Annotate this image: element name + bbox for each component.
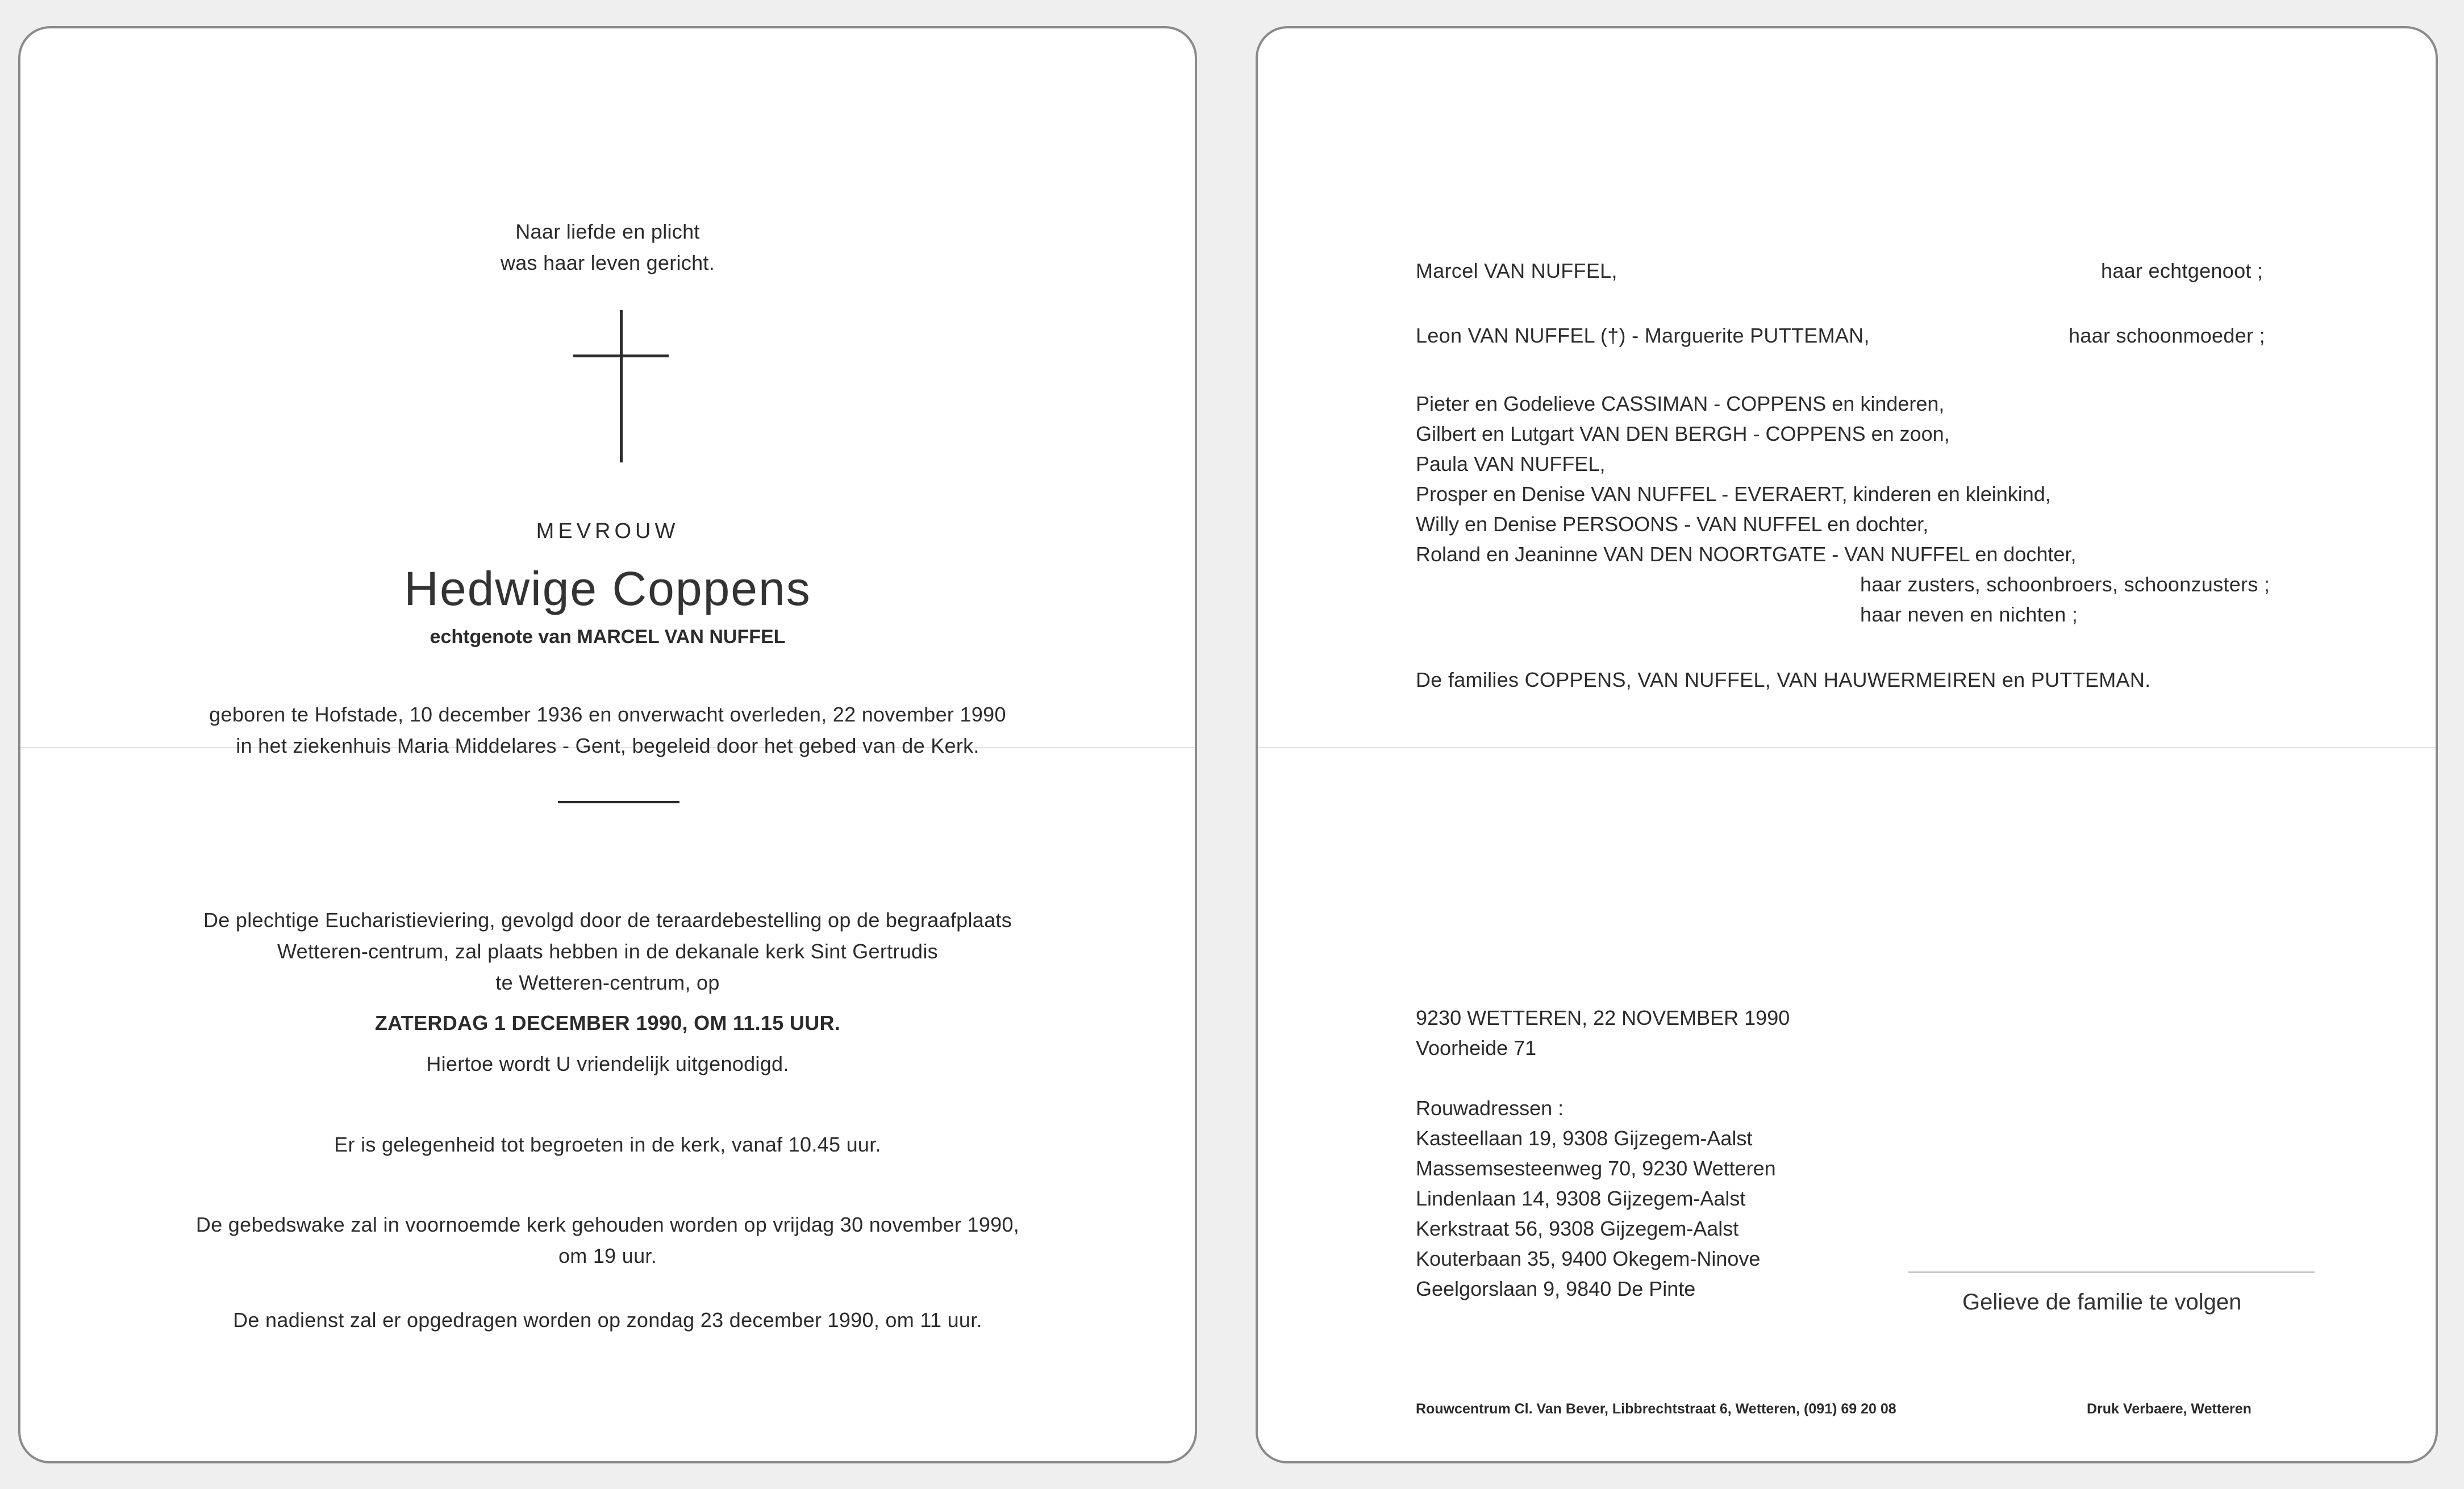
ceremony-line-1: De plechtige Eucharistieviering, gevolgd door de teraardebestelling op de begraafplaats bbox=[203, 908, 1012, 932]
mother-in-law-relation: haar schoonmoeder ; bbox=[2069, 324, 2265, 347]
deceased-name: Hedwige Coppens bbox=[404, 562, 811, 615]
list-item: Roland en Jeaninne VAN DEN NOORTGATE - VAN NUFFEL en dochter, bbox=[1416, 543, 2077, 566]
ceremony-date: ZATERDAG 1 DECEMBER 1990, OM 11.15 UUR. bbox=[374, 1011, 841, 1035]
home-address bbox=[1416, 1003, 1790, 1063]
invitation: Hiertoe wordt U vriendelijk uitgenodigd. bbox=[426, 1052, 789, 1075]
list-item: Kouterbaan 35, 9400 Okegem-Ninove bbox=[1416, 1247, 1761, 1270]
mourning-addresses bbox=[1416, 1093, 1776, 1304]
list-item: Willy en Denise PERSOONS - VAN NUFFEL en dochter, bbox=[1416, 512, 1929, 536]
motto-line-1: Naar liefde en plicht bbox=[515, 220, 700, 243]
addresses-title: Rouwadressen : bbox=[1416, 1096, 1564, 1120]
stamp-line bbox=[1908, 1271, 2315, 1273]
street: Voorheide 71 bbox=[1416, 1036, 1537, 1060]
cross-horizontal bbox=[573, 354, 669, 357]
siblings-relation: haar zusters, schoonbroers, schoonzusters ; bbox=[1860, 573, 2270, 596]
list-item: Gilbert en Lutgart VAN DEN BERGH - COPPENS en zoon, bbox=[1416, 422, 1950, 445]
vigil-line-2: om 19 uur. bbox=[558, 1244, 657, 1267]
husband-relation: haar echtgenoot ; bbox=[2101, 259, 2263, 282]
list-item: Massemsesteenweg 70, 9230 Wetteren bbox=[1416, 1157, 1776, 1180]
list-item: Paula VAN NUFFEL, bbox=[1416, 452, 1606, 476]
families-line: De families COPPENS, VAN NUFFEL, VAN HAUWERMEIREN en PUTTEMAN. bbox=[1416, 668, 2151, 691]
left-page bbox=[18, 26, 1197, 1463]
nephews-relation: haar neven en nichten ; bbox=[1860, 603, 2078, 626]
greeting-info: Er is gelegenheid tot begroeten in de kerk, vanaf 10.45 uur. bbox=[334, 1133, 881, 1156]
motto-line-2: was haar leven gericht. bbox=[500, 251, 715, 274]
place-date: 9230 WETTEREN, 22 NOVEMBER 1990 bbox=[1416, 1006, 1790, 1029]
mother-in-law-name: Leon VAN NUFFEL (†) - Marguerite PUTTEMAN, bbox=[1416, 324, 1870, 347]
vigil-line-1: De gebedswake zal in voornoemde kerk gehouden worden op vrijdag 30 november 1990, bbox=[195, 1213, 1020, 1236]
list-item: Kerkstraat 56, 9308 Gijzegem-Aalst bbox=[1416, 1217, 1739, 1240]
siblings-list bbox=[1416, 389, 2076, 569]
follow-note: Gelieve de familie te volgen bbox=[1962, 1290, 2242, 1315]
list-item: Kasteellaan 19, 9308 Gijzegem-Aalst bbox=[1416, 1127, 1753, 1150]
fold-line bbox=[1258, 747, 2436, 748]
motto bbox=[20, 216, 1195, 278]
list-item: Lindenlaan 14, 9308 Gijzegem-Aalst bbox=[1416, 1187, 1746, 1210]
divider bbox=[558, 801, 679, 803]
list-item: Prosper en Denise VAN NUFFEL - EVERAERT, kinderen en kleinkind, bbox=[1416, 482, 2051, 506]
list-item: Pieter en Godelieve CASSIMAN - COPPENS en kinderen, bbox=[1416, 392, 1945, 415]
birth-line-2: in het ziekenhuis Maria Middelares - Gent, begeleid door het gebed van de Kerk. bbox=[236, 734, 979, 757]
vigil-block bbox=[20, 1209, 1195, 1271]
ceremony-block bbox=[20, 904, 1195, 998]
footer-funeral-home: Rouwcentrum Cl. Van Bever, Libbrechtstraat 6, Wetteren, (091) 69 20 08 bbox=[1416, 1401, 1896, 1417]
ceremony-line-2: Wetteren-centrum, zal plaats hebben in de dekanale kerk Sint Gertrudis bbox=[277, 940, 938, 963]
list-item: Geelgorslaan 9, 9840 De Pinte bbox=[1416, 1277, 1696, 1300]
cross-vertical bbox=[620, 310, 623, 462]
birth-line-1: geboren te Hofstade, 10 december 1936 en onverwacht overleden, 22 november 1990 bbox=[209, 703, 1006, 726]
ceremony-line-3: te Wetteren-centrum, op bbox=[495, 971, 720, 994]
birth-death-block bbox=[20, 699, 1195, 761]
right-page bbox=[1256, 26, 2438, 1463]
memorial-service: De nadienst zal er opgedragen worden op zondag 23 december 1990, om 11 uur. bbox=[233, 1308, 982, 1332]
spouse-line: echtgenote van MARCEL VAN NUFFEL bbox=[430, 626, 786, 648]
footer-printer: Druk Verbaere, Wetteren bbox=[2087, 1401, 2252, 1417]
husband-name: Marcel VAN NUFFEL, bbox=[1416, 259, 1617, 282]
honorific-title: MEVROUW bbox=[536, 519, 679, 543]
